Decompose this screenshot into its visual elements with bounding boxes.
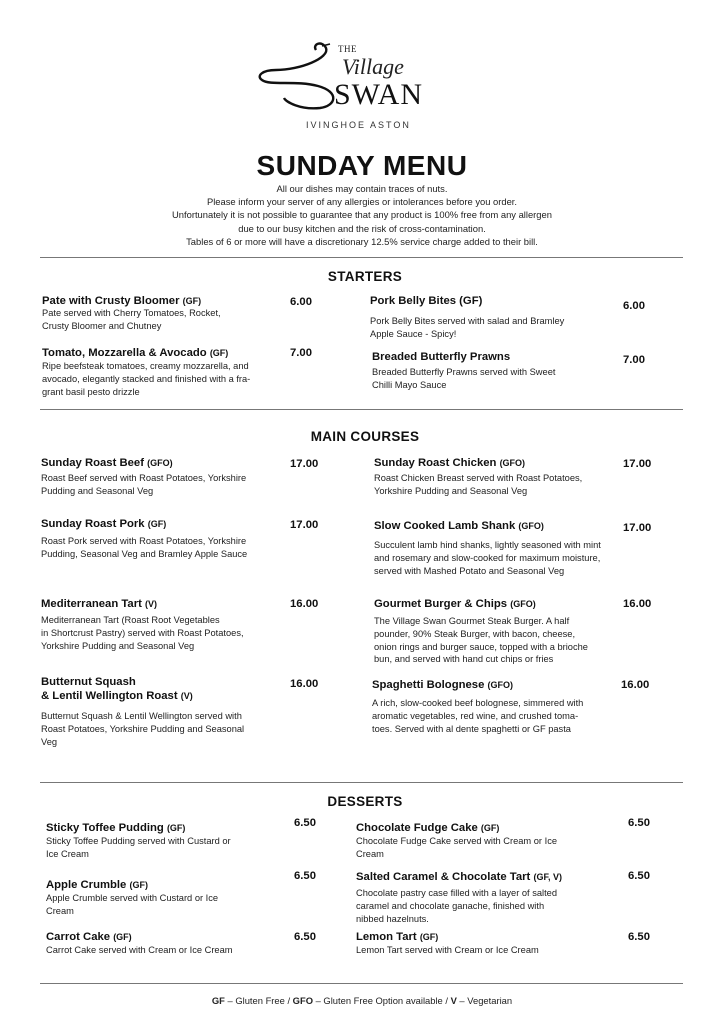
divider (40, 409, 683, 410)
divider (40, 257, 683, 258)
menu-item-desc: A rich, slow-cooked beef bolognese, simmered with aromatic vegetables, red wine, and crushed toma- toes. Served with al dente spaghetti or GF pasta (372, 698, 584, 734)
menu-item-price: 6.50 (294, 817, 316, 829)
intro-line: Unfortunately it is not possible to guarantee that any product is 100% free from any allergen (172, 209, 552, 221)
legend-gfo: GFO (292, 995, 313, 1006)
logo (256, 40, 428, 136)
menu-item-price: 16.00 (623, 598, 652, 610)
logo-the: THE (338, 44, 357, 54)
legend-gfo-text: – Gluten Free Option available / (312, 995, 451, 1006)
menu-item-desc: Roast Pork served with Roast Potatoes, Yorkshire Pudding, Seasonal Veg and Bramley Apple Sauce (41, 536, 248, 559)
legend-gf-text: – Gluten Free / (224, 995, 293, 1006)
menu-item-price: 6.50 (294, 870, 316, 882)
menu-item-name: Sticky Toffee Pudding (GF) (46, 822, 186, 834)
menu-item-desc: Succulent lamb hind shanks, lightly seasoned with mint and rosemary and slow-cooked for maximum moisture, served with Mashed Potato and Seasonal Veg (374, 540, 601, 576)
intro-notes (0, 182, 724, 248)
section-heading-starters: STARTERS (327, 269, 403, 284)
menu-item-price: 16.00 (621, 679, 650, 691)
menu-item-name: Salted Caramel & Chocolate Tart (GF, V) (356, 871, 562, 883)
page-title: SUNDAY MENU (256, 150, 468, 181)
menu-item-price: 7.00 (290, 347, 312, 359)
menu-item-desc: Ripe beefsteak tomatoes, creamy mozzarella, and avocado, elegantly stacked and finished with a fra- grant basil pesto drizzle (42, 361, 251, 397)
menu-item-price: 17.00 (623, 522, 652, 534)
menu-item-price: 17.00 (290, 519, 319, 531)
legend-v-text: – Vegetarian (456, 995, 513, 1006)
menu-item-desc: Apple Crumble served with Custard or Ice Cream (46, 893, 219, 916)
menu-item-name: Butternut Squash & Lentil Wellington Roast (V) (41, 676, 193, 702)
menu-item-name: Mediterranean Tart (V) (41, 598, 158, 610)
menu-item-name: Sunday Roast Pork (GF) (41, 518, 167, 530)
menu-item-price: 6.50 (628, 931, 650, 943)
menu-item-desc: Roast Beef served with Roast Potatoes, Yorkshire Pudding and Seasonal Veg (41, 473, 247, 496)
menu-item-name: Apple Crumble (GF) (46, 879, 148, 891)
legend-v: V (450, 995, 457, 1006)
divider (40, 983, 683, 984)
menu-item-price: 7.00 (623, 354, 645, 366)
menu-item-desc: Mediterranean Tart (Roast Root Vegetables in Shortcrust Pastry) served with Roast Potatoes, Yorkshire Pudding and Seasonal Veg (41, 615, 244, 651)
menu-item-name: Spaghetti Bolognese (GFO) (372, 679, 513, 691)
menu-item-price: 16.00 (290, 598, 319, 610)
menu-item-price: 6.50 (294, 931, 316, 943)
intro-line: Tables of 6 or more will have a discretionary 12.5% service charge added to their bill. (186, 235, 538, 247)
intro-line: Please inform your server of any allergies or intolerances before you order. (206, 196, 518, 208)
menu-item-price: 6.00 (623, 300, 645, 312)
menu-item-desc: Pate served with Cherry Tomatoes, Rocket, Crusty Bloomer and Chutney (42, 308, 221, 331)
menu-item-price: 16.00 (290, 678, 319, 690)
menu-item-desc: Breaded Butterfly Prawns served with Sweet Chilli Mayo Sauce (372, 367, 556, 390)
menu-item-desc: Sticky Toffee Pudding served with Custard or Ice Cream (46, 836, 231, 859)
intro-line: All our dishes may contain traces of nuts. (276, 183, 448, 194)
menu-item-name: Sunday Roast Chicken (GFO) (374, 457, 526, 469)
menu-item-desc: Carrot Cake served with Cream or Ice Cream (46, 945, 233, 955)
menu-item-name: Pate with Crusty Bloomer (GF) (42, 295, 202, 307)
legend-gf: GF (211, 995, 225, 1006)
intro-line: due to our busy kitchen and the risk of cross-contamination. (238, 222, 486, 234)
menu-item-name: Tomato, Mozzarella & Avocado (GF) (42, 347, 229, 359)
menu-item-desc: Roast Chicken Breast served with Roast Potatoes, Yorkshire Pudding and Seasonal Veg (374, 473, 583, 496)
logo-location: IVINGHOE ASTON (306, 120, 411, 130)
menu-item-desc: Pork Belly Bites served with salad and Bramley Apple Sauce - Spicy! (370, 316, 565, 339)
menu-item-desc: Lemon Tart served with Cream or Ice Cream (356, 945, 539, 955)
menu-item-price: 6.00 (290, 296, 312, 308)
menu-item-price: 17.00 (290, 458, 319, 470)
menu-item-name: Gourmet Burger & Chips (GFO) (374, 598, 536, 610)
menu-item-name: Pork Belly Bites (GF) (370, 295, 483, 307)
menu-item-name: Sunday Roast Beef (GFO) (41, 457, 173, 469)
logo-village: Village (342, 54, 404, 79)
menu-item-price: 17.00 (623, 458, 652, 470)
menu-item-desc: Chocolate pastry case filled with a layer of salted caramel and chocolate ganache, finished with nibbed hazelnuts. (356, 888, 558, 924)
menu-item-name: Breaded Butterfly Prawns (372, 351, 511, 363)
menu-item-desc: Butternut Squash & Lentil Wellington served with Roast Potatoes, Yorkshire Pudding and Seasonal Veg (41, 711, 245, 747)
menu-item-name: Slow Cooked Lamb Shank (GFO) (374, 520, 544, 532)
menu-item-name: Carrot Cake (GF) (46, 931, 132, 943)
menu-item-price: 6.50 (628, 817, 650, 829)
section-heading-mains: MAIN COURSES (310, 429, 420, 444)
menu-item-desc: Chocolate Fudge Cake served with Cream or Ice Cream (356, 836, 558, 859)
menu-item-price: 6.50 (628, 870, 650, 882)
legend-footer (0, 995, 724, 1006)
menu-item-desc: The Village Swan Gourmet Steak Burger. A half pounder, 90% Steak Burger, with bacon, cheese, onion rings and burger sauce, topped with a brioche bun, and served with hand cut chips or fries (374, 616, 588, 665)
divider (40, 782, 683, 783)
logo-swan: SWAN (334, 78, 424, 111)
menu-item-name: Lemon Tart (GF) (356, 931, 439, 943)
section-heading-desserts: DESSERTS (327, 794, 403, 809)
menu-item-name: Chocolate Fudge Cake (GF) (356, 822, 500, 834)
